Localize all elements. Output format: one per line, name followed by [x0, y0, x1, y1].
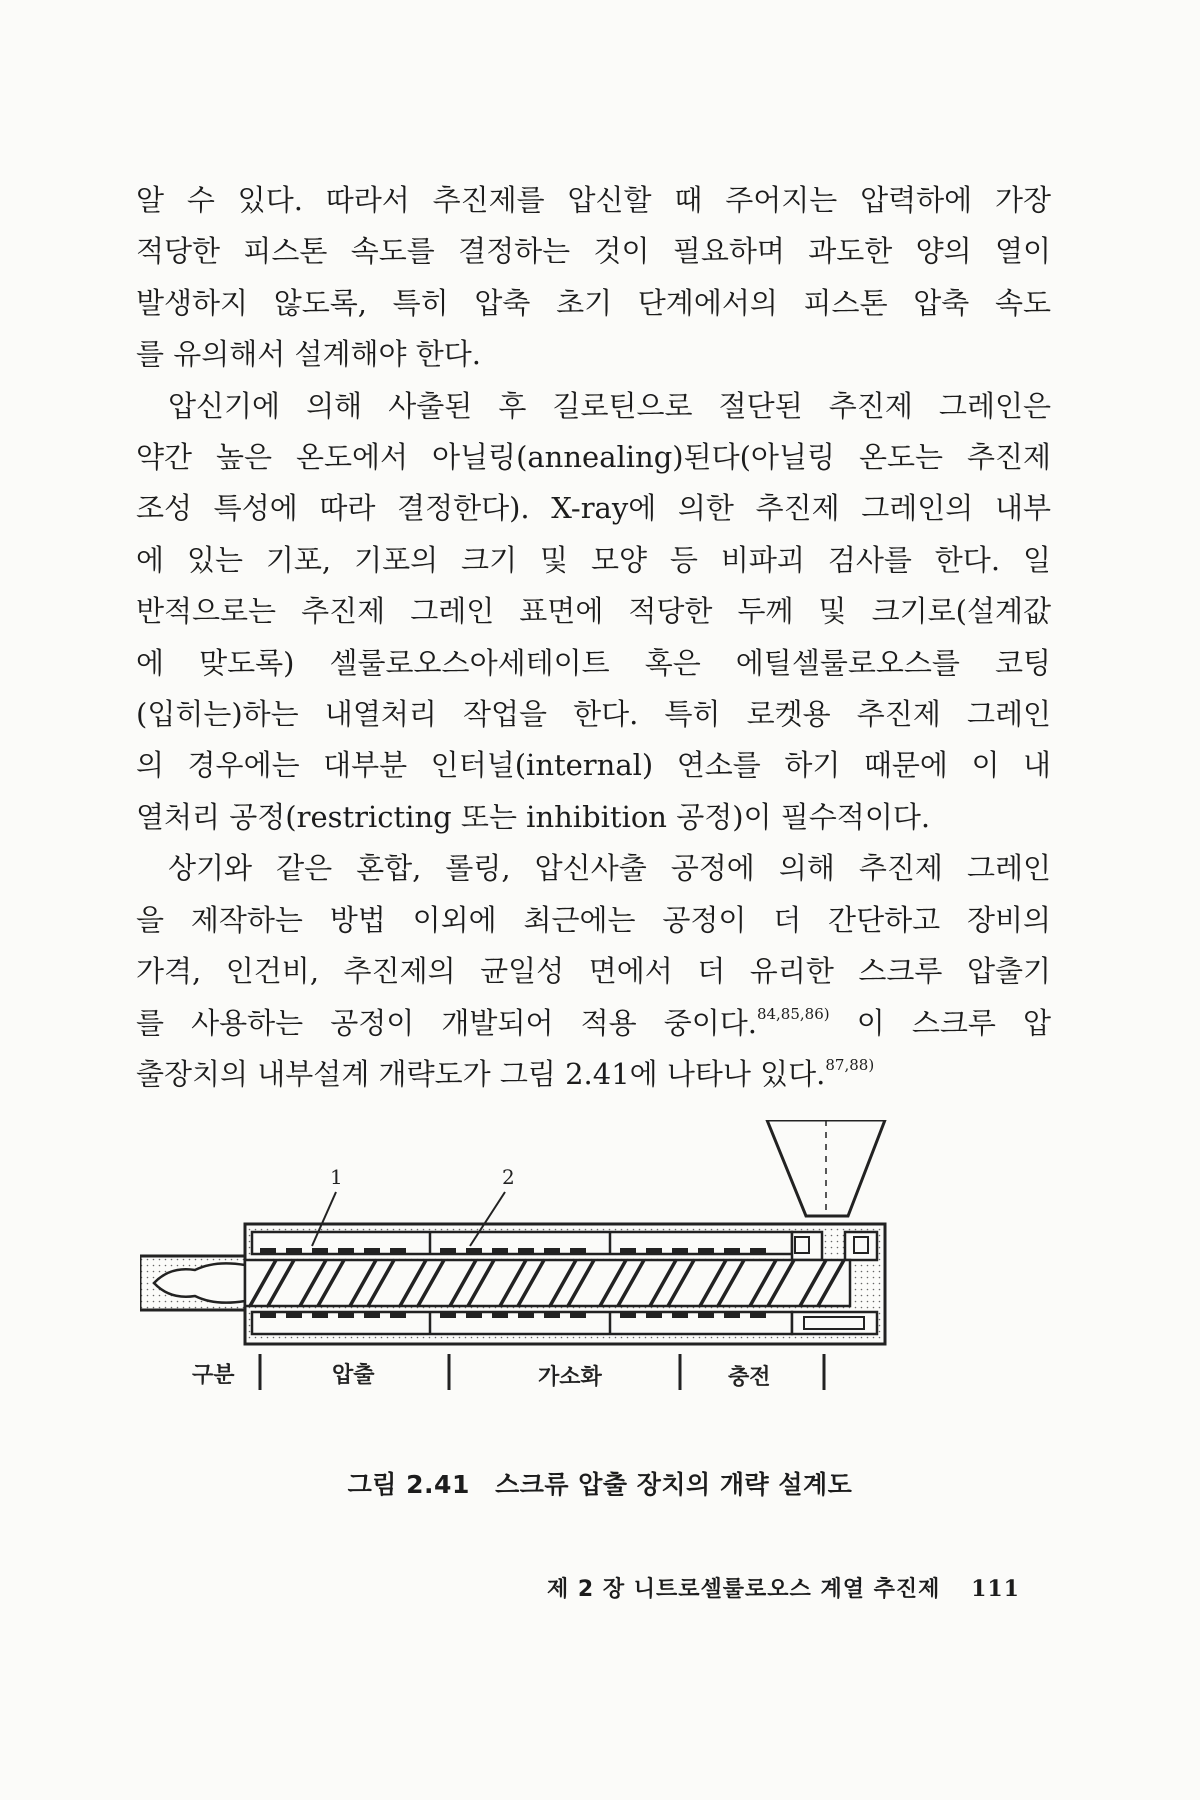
section-extrusion: 압출	[332, 1363, 375, 1388]
screw	[245, 1260, 850, 1306]
extrusion-die	[140, 1256, 245, 1310]
text-line: 조성 특성에 따라 결정한다). X-ray에 의한 추진제 그레인의 내부	[136, 491, 1051, 526]
citation-ref: 84,85,86)	[756, 1004, 830, 1023]
part-label-1: 1	[330, 1165, 343, 1189]
text-line: 약간 높은 온도에서 아닐링(annealing)된다(아닐링 온도는 추진제	[136, 440, 1051, 475]
text-line: 의 경우에는 대부분 인터널(internal) 연소를 하기 때문에 이 내	[136, 748, 1051, 783]
text-line: 압신기에 의해 사출된 후 길로틴으로 절단된 추진제 그레인은	[168, 388, 1051, 423]
text-line: 발생하지 않도록, 특히 압축 초기 단계에서의 피스톤 압축 속도	[136, 285, 1051, 320]
citation-ref: 87,88)	[825, 1055, 875, 1074]
text-segment: 를 사용하는 공정이 개발되어 적용 중이다.	[136, 1005, 757, 1040]
footer-chapter-title: 니트로셀룰로오스 계열 추진제	[633, 1577, 941, 1602]
footer-chapter: 제 2 장	[546, 1577, 626, 1602]
text-line: 적당한 피스톤 속도를 결정하는 것이 필요하며 과도한 양의 열이	[136, 234, 1051, 269]
running-footer	[547, 1572, 1020, 1603]
text-line: 에 맞도록) 셀룰로오스아세테이트 혹은 에틸셀룰로오스를 코팅	[136, 645, 1051, 680]
section-heading: 구분	[192, 1363, 235, 1388]
part-label-2: 2	[502, 1165, 515, 1189]
text-line: 을 제작하는 방법 이외에 최근에는 공정이 더 간단하고 장비의	[136, 902, 1051, 937]
caption-number: 그림 2.41	[347, 1470, 470, 1499]
paragraph-1	[136, 175, 1051, 381]
page-number: 111	[971, 1576, 1020, 1602]
text-line: 알 수 있다. 따라서 추진제를 압신할 때 주어지는 압력하에 가장	[136, 183, 1051, 217]
paragraph-3	[136, 843, 1051, 1100]
screw-extruder-diagram	[140, 1120, 1040, 1490]
text-segment: 이 스크루 압	[856, 1005, 1051, 1040]
paragraph-2	[136, 381, 1051, 844]
text-line: (입히는)하는 내열처리 작업을 한다. 특히 로켓용 추진제 그레인	[136, 697, 1051, 732]
text-line	[136, 1049, 1051, 1100]
text-segment: 출장치의 내부설계 개략도가 그림 2.41에 나타나 있다.	[136, 1056, 826, 1091]
text-line: 가격, 인건비, 추진제의 균일성 면에서 더 유리한 스크루 압출기	[136, 954, 1051, 989]
text-line	[136, 998, 1051, 1049]
section-feeding: 충전	[728, 1365, 771, 1390]
section-plasticizing: 가소화	[538, 1365, 602, 1390]
text-line: 반적으로는 추진제 그레인 표면에 적당한 두께 및 크기로(설계값	[136, 594, 1051, 629]
figure-caption	[0, 1465, 1200, 1501]
text-line: 에 있는 기포, 기포의 크기 및 모양 등 비파괴 검사를 한다. 일	[136, 542, 1051, 577]
body-text	[136, 175, 1051, 1100]
text-line: 상기와 같은 혼합, 롤링, 압신사출 공정에 의해 추진제 그레인	[168, 851, 1051, 886]
hopper	[767, 1120, 885, 1216]
caption-text: 스크류 압출 장치의 개략 설계도	[495, 1470, 853, 1499]
text-line: 를 유의해서 설계해야 한다.	[136, 337, 482, 372]
text-line: 열처리 공정(restricting 또는 inhibition 공정)이 필수적이다.	[136, 799, 931, 834]
